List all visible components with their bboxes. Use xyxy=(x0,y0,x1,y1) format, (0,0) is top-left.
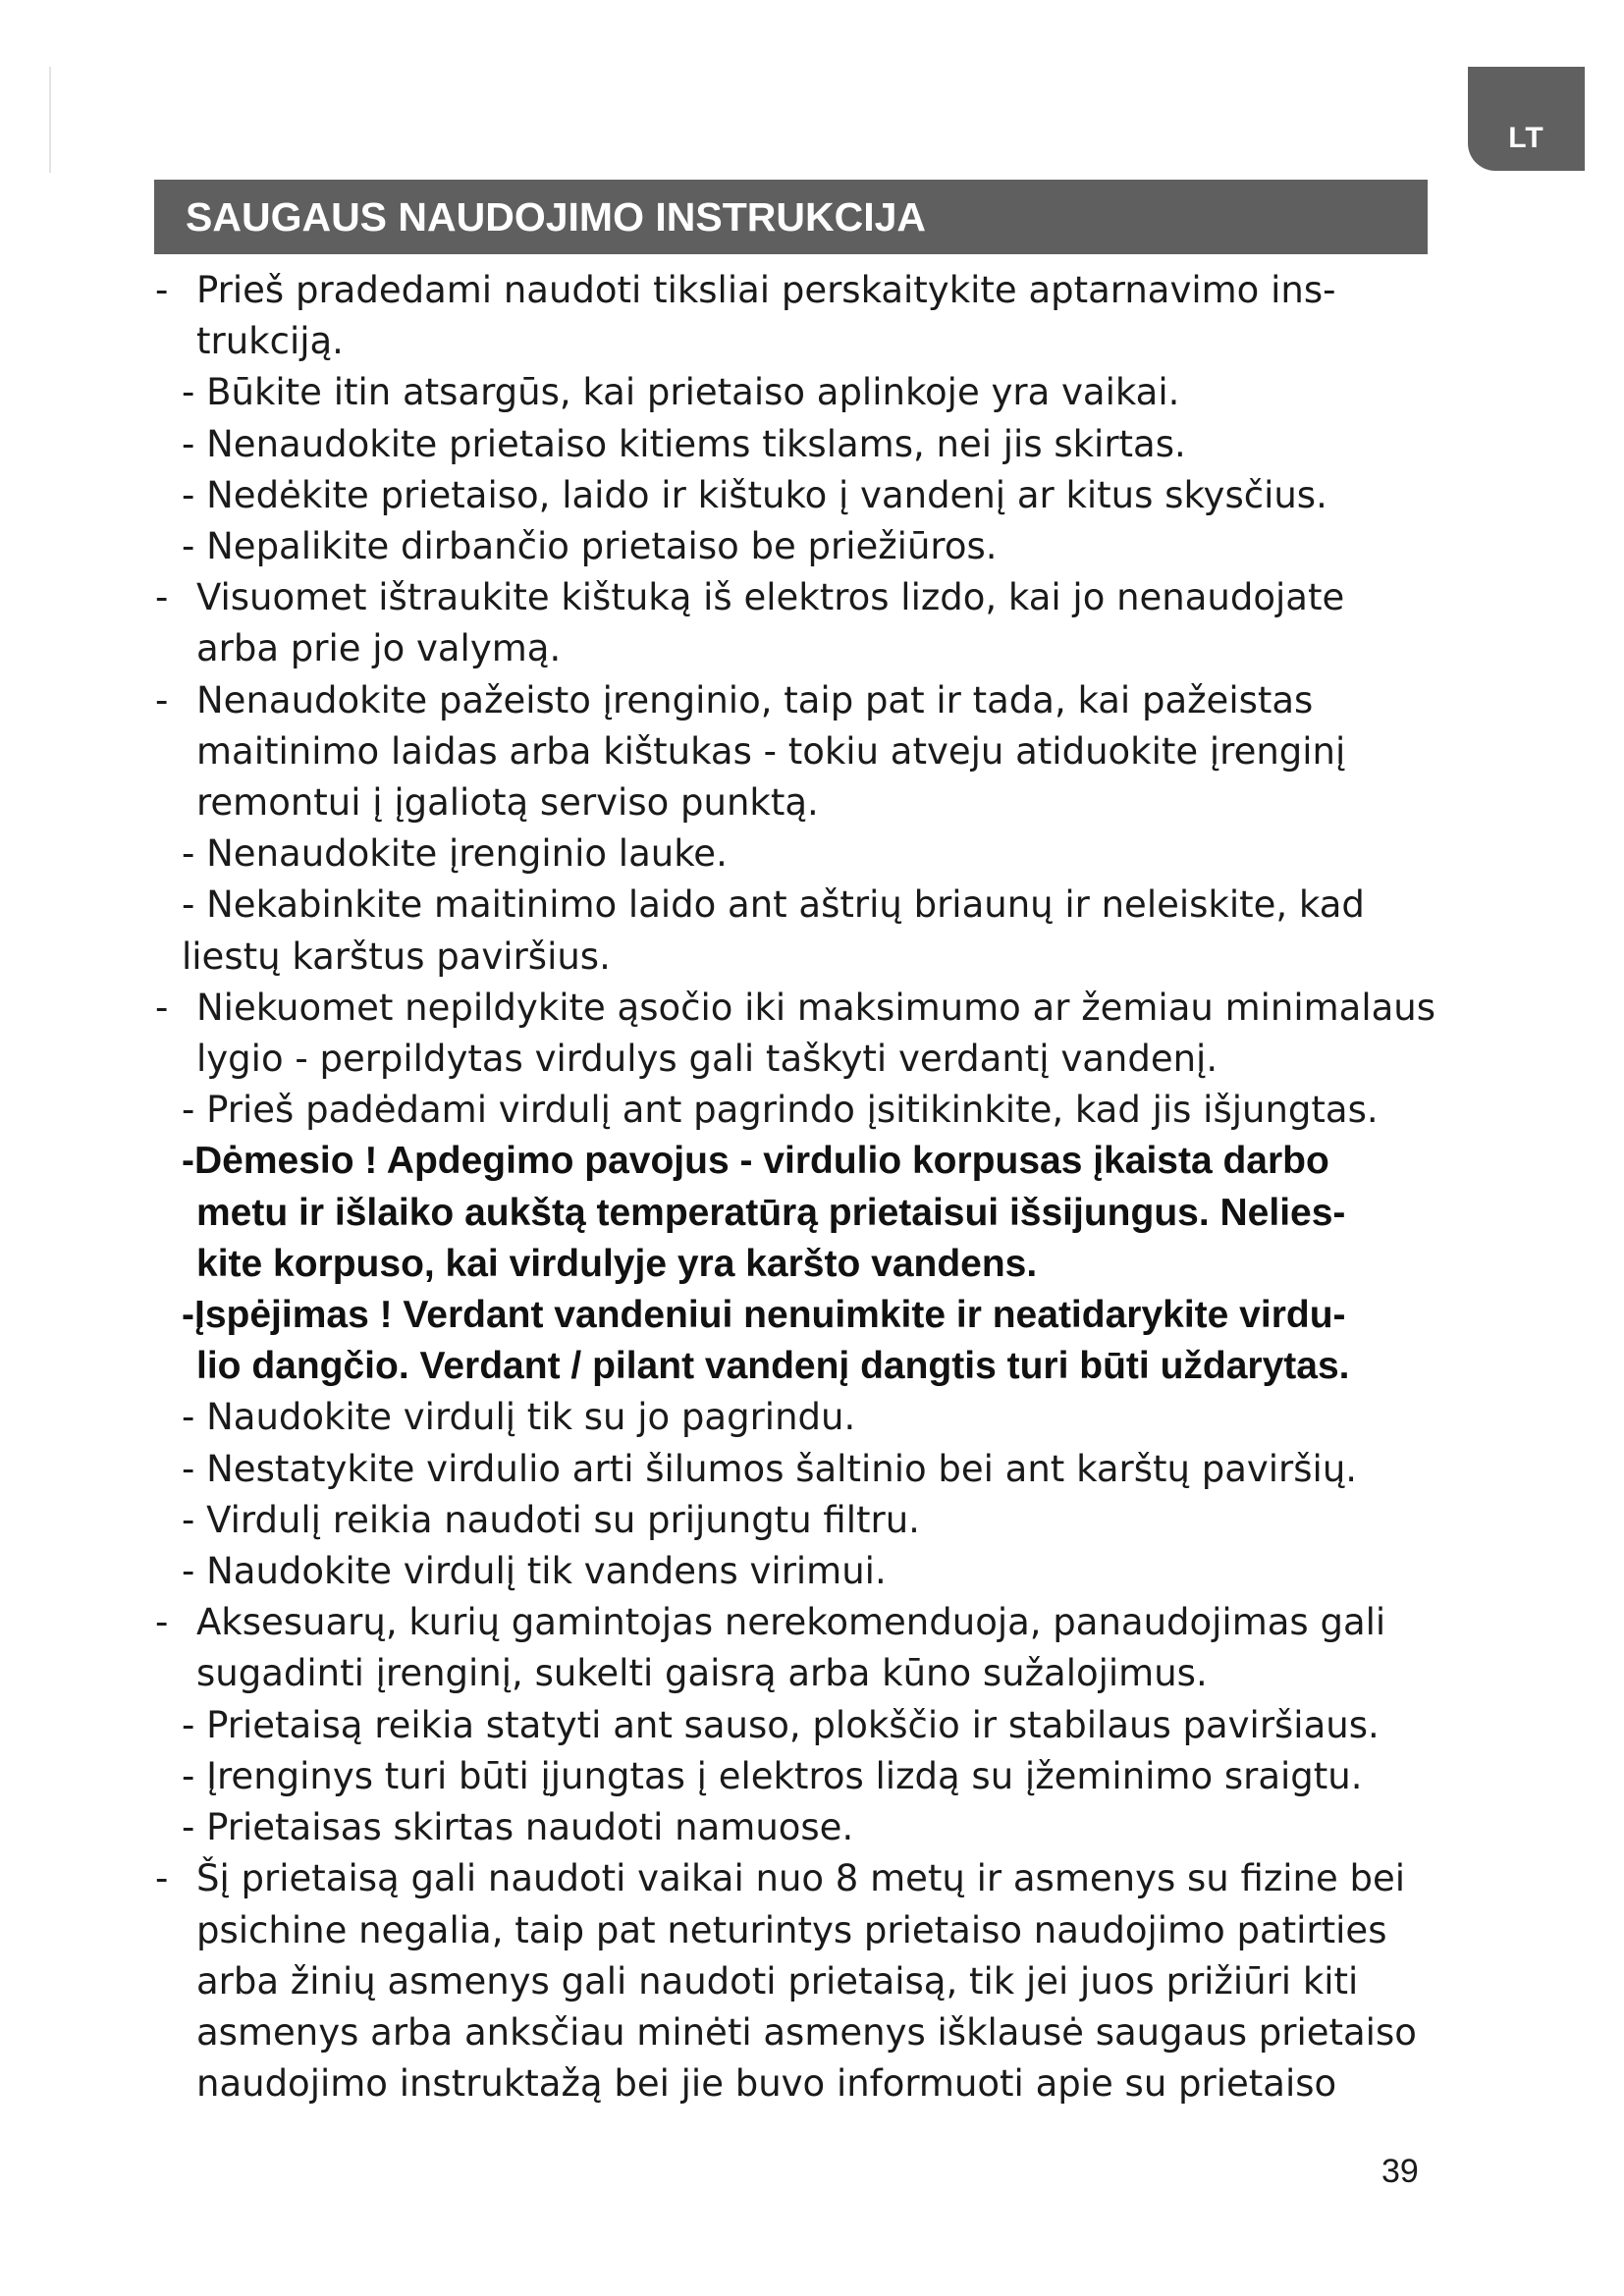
list-bullet-dash: - xyxy=(182,473,195,516)
instruction-item xyxy=(0,828,1460,880)
list-bullet-dash: - xyxy=(182,525,195,568)
section-heading: SAUGAUS NAUDOJIMO INSTRUKCIJA xyxy=(154,180,1428,254)
list-bullet-dash: - xyxy=(182,1703,195,1746)
list-bullet-dash: - xyxy=(182,1294,194,1337)
list-bullet-dash: - xyxy=(155,986,169,1029)
instruction-line: Įrenginys turi būti įjungtas į elektros lizdą su įžeminimo sraigtu. xyxy=(206,1754,1363,1797)
instruction-item xyxy=(0,880,1460,982)
instruction-item xyxy=(0,1444,1460,1495)
instruction-line: Nepalikite dirbančio prietaiso be priežiūros. xyxy=(206,525,998,568)
instruction-line: Nekabinkite maitinimo laido ant aštrių briaunų ir neleiskite, kad xyxy=(206,883,1365,927)
instruction-item xyxy=(0,1136,1460,1290)
instruction-list xyxy=(0,265,1624,2109)
instruction-line: Įspėjimas ! Verdant vandeniui nenuimkite ir neatidarykite virdu- xyxy=(194,1294,1346,1337)
list-bullet-dash: - xyxy=(155,678,169,721)
list-bullet-dash: - xyxy=(182,1140,194,1183)
list-bullet-dash: - xyxy=(182,1754,195,1797)
instruction-item xyxy=(0,367,1460,418)
list-bullet-dash: - xyxy=(182,1550,195,1593)
instruction-item xyxy=(0,1597,1460,1699)
instruction-item xyxy=(0,1853,1460,2109)
instruction-item xyxy=(0,1495,1460,1546)
list-bullet-dash: - xyxy=(155,1601,169,1644)
instruction-item xyxy=(0,1392,1460,1443)
instruction-line: Niekuomet nepildykite ąsočio iki maksimumo ar žemiau minimalaus xyxy=(196,986,1436,1029)
instruction-line: Prieš padėdami virdulį ant pagrindo įsitikinkite, kad jis išjungtas. xyxy=(206,1089,1379,1132)
instruction-line: psichine negalia, taip pat neturintys prietaiso naudojimo patirties xyxy=(196,1908,1387,1951)
list-bullet-dash: - xyxy=(182,1089,195,1132)
instruction-line: Nenaudokite pažeisto įrenginio, taip pat ir tada, kai pažeistas xyxy=(196,678,1314,721)
instruction-line: Naudokite virdulį tik su jo pagrindu. xyxy=(206,1396,856,1439)
left-margin-rule xyxy=(49,67,51,173)
list-bullet-dash: - xyxy=(155,269,169,311)
instruction-line: Naudokite virdulį tik vandens virimui. xyxy=(206,1550,887,1593)
list-bullet-dash: - xyxy=(182,1498,195,1541)
list-bullet-dash: - xyxy=(182,883,195,927)
list-bullet-dash: - xyxy=(155,576,169,619)
instruction-item xyxy=(0,1290,1460,1392)
page-number: 39 xyxy=(1381,2153,1419,2190)
instruction-line: lygio - perpildytas virdulys gali taškyti verdantį vandenį. xyxy=(196,1038,1218,1081)
instruction-item xyxy=(0,572,1460,674)
instruction-item xyxy=(0,470,1460,521)
instruction-line: Nenaudokite įrenginio lauke. xyxy=(206,832,728,876)
instruction-line: liestų karštus paviršius. xyxy=(182,934,611,978)
instruction-line: sugadinti įrenginį, sukelti gaisrą arba kūno sužalojimus. xyxy=(196,1652,1208,1695)
instruction-item xyxy=(0,1546,1460,1597)
instruction-item xyxy=(0,265,1460,367)
instruction-item xyxy=(0,1751,1460,1802)
instruction-item xyxy=(0,675,1460,829)
instruction-line: Virdulį reikia naudoti su prijungtu filtru. xyxy=(206,1498,920,1541)
language-tab: LT xyxy=(1468,67,1585,171)
instruction-line: Būkite itin atsargūs, kai prietaiso aplinkoje yra vaikai. xyxy=(206,371,1180,414)
instruction-line: lio dangčio. Verdant / pilant vandenį dangtis turi būti uždarytas. xyxy=(196,1345,1350,1388)
instruction-item xyxy=(0,1802,1460,1853)
instruction-line: asmenys arba anksčiau minėti asmenys išklausė saugaus prietaiso xyxy=(196,2010,1417,2054)
list-bullet-dash: - xyxy=(182,1447,195,1490)
list-bullet-dash: - xyxy=(182,422,195,465)
instruction-line: Prietaisą reikia statyti ant sauso, plokščio ir stabilaus paviršiaus. xyxy=(206,1703,1380,1746)
list-bullet-dash: - xyxy=(182,832,195,876)
instruction-line: kite korpuso, kai virdulyje yra karšto vandens. xyxy=(196,1242,1038,1285)
instruction-line: Prietaisas skirtas naudoti namuose. xyxy=(206,1806,854,1849)
instruction-line: Aksesuarų, kurių gamintojas nerekomenduoja, panaudojimas gali xyxy=(196,1601,1386,1644)
instruction-item xyxy=(0,1085,1460,1136)
instruction-line: Nedėkite prietaiso, laido ir kištuko į vandenį ar kitus skysčius. xyxy=(206,473,1327,516)
instruction-line: maitinimo laidas arba kištukas - tokiu atveju atiduokite įrenginį xyxy=(196,729,1346,773)
instruction-line: remontui į įgaliotą serviso punktą. xyxy=(196,781,819,825)
instruction-line: Dėmesio ! Apdegimo pavojus - virdulio korpusas įkaista darbo xyxy=(194,1140,1329,1183)
instruction-line: trukciją. xyxy=(196,320,344,363)
instruction-line: Prieš pradedami naudoti tiksliai perskaitykite aptarnavimo ins- xyxy=(196,269,1336,311)
instruction-item xyxy=(0,983,1460,1085)
instruction-line: Nenaudokite prietaiso kitiems tikslams, nei jis skirtas. xyxy=(206,422,1186,465)
instruction-item xyxy=(0,521,1460,572)
instruction-line: arba prie jo valymą. xyxy=(196,627,562,670)
instruction-line: Nestatykite virdulio arti šilumos šaltinio bei ant karštų paviršių. xyxy=(206,1447,1358,1490)
list-bullet-dash: - xyxy=(182,1806,195,1849)
instruction-line: arba žinių asmenys gali naudoti prietaisą, tik jei juos prižiūri kiti xyxy=(196,1959,1359,2002)
instruction-item xyxy=(0,419,1460,470)
list-bullet-dash: - xyxy=(155,1857,169,1900)
list-bullet-dash: - xyxy=(182,371,195,414)
instruction-line: naudojimo instruktažą bei jie buvo informuoti apie su prietaiso xyxy=(196,2062,1337,2106)
instruction-line: Šį prietaisą gali naudoti vaikai nuo 8 metų ir asmenys su fizine bei xyxy=(196,1857,1406,1900)
list-bullet-dash: - xyxy=(182,1396,195,1439)
instruction-line: metu ir išlaiko aukštą temperatūrą prietaisui išsijungus. Nelies- xyxy=(196,1191,1346,1234)
instruction-line: Visuomet ištraukite kištuką iš elektros lizdo, kai jo nenaudojate xyxy=(196,576,1345,619)
instruction-item xyxy=(0,1700,1460,1751)
